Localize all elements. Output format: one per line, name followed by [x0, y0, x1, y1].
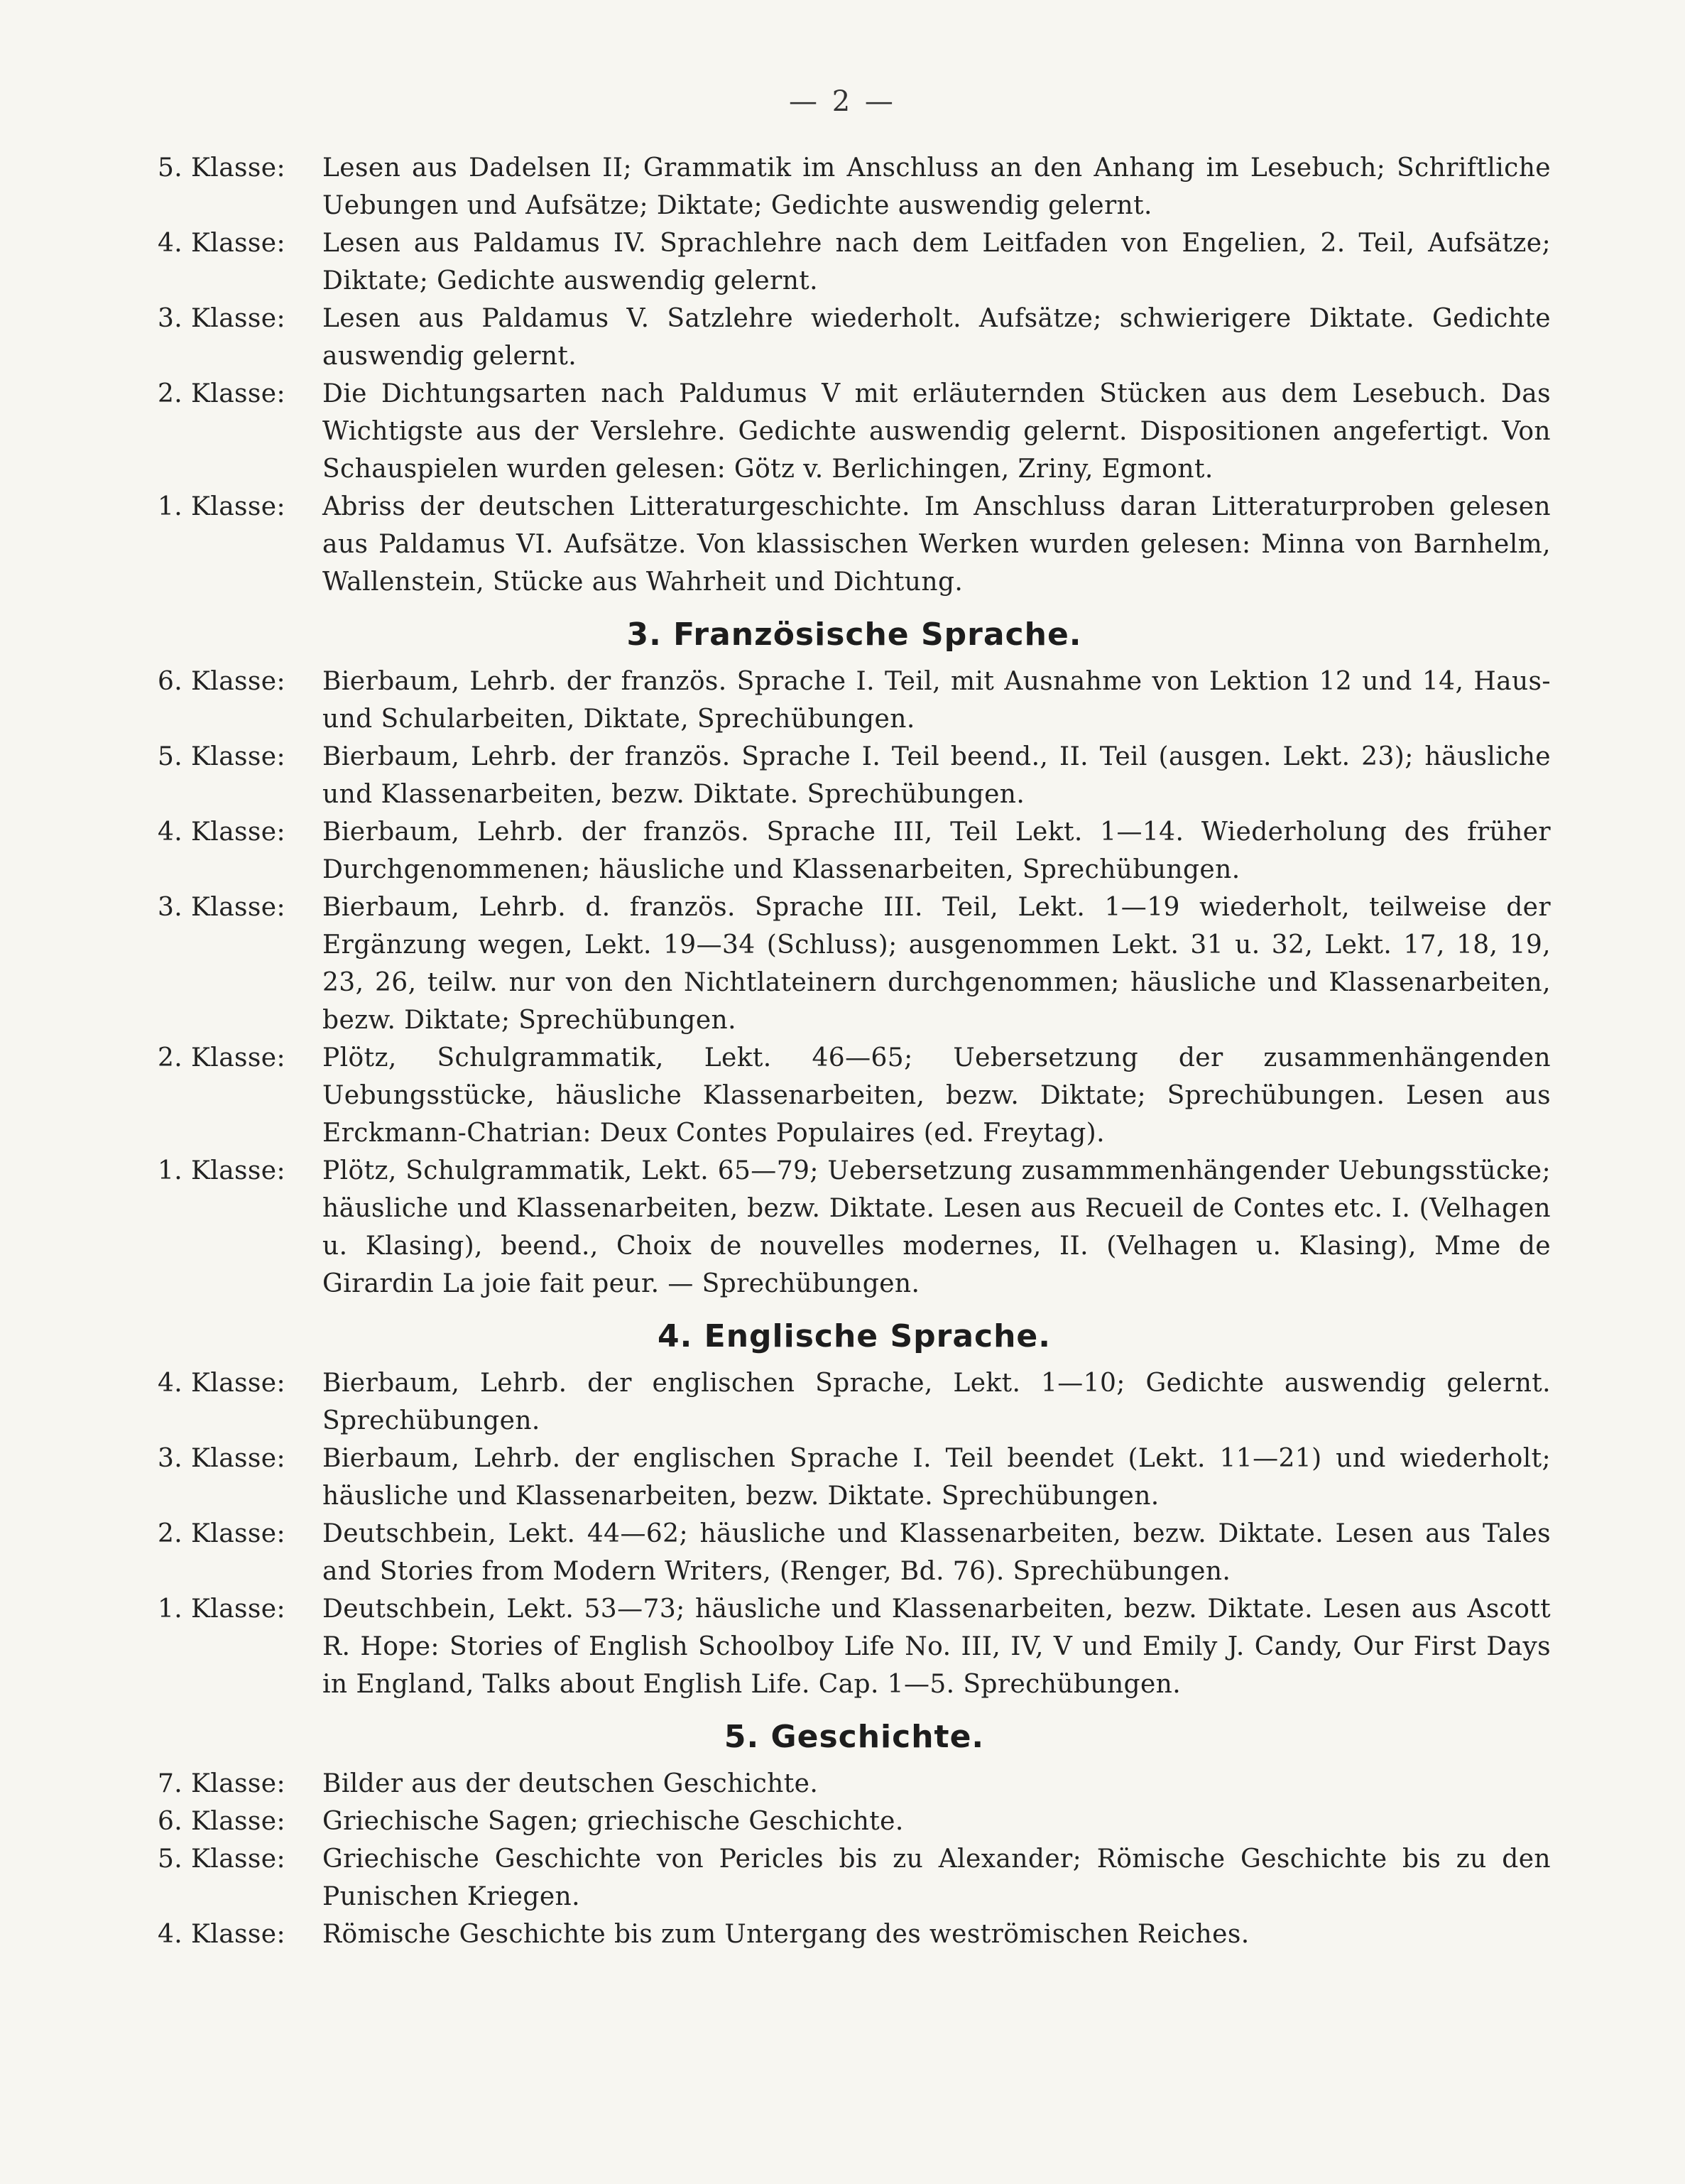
entry-text: Bierbaum, Lehrb. der englischen Sprache, Lekt. 1—10; Gedichte auswendig gelernt. Sprechübungen.: [322, 1369, 1551, 1435]
entry-text: Griechische Sagen; griechische Geschichte.: [322, 1807, 904, 1836]
entry: [158, 1440, 1551, 1515]
entry: [158, 488, 1551, 601]
entry-text: Bierbaum, Lehrb. der französ. Sprache I. Teil beend., II. Teil (ausgen. Lekt. 23); häusliche und Klassenarbeiten, bezw. Diktate. Sprechübungen.: [322, 742, 1551, 809]
entry: [158, 663, 1551, 738]
entry: [158, 1364, 1551, 1440]
entry-label: 3. Klasse:: [158, 304, 286, 333]
entry-text: Plötz, Schulgrammatik, Lekt. 65—79; Uebersetzung zusammmenhängender Uebungsstücke; häusliche und Klassenarbeiten, bezw. Diktate. Lesen aus Recueil de Contes etc. I. (Velhagen u. Klasing), beend., Choix de nouvelles modernes, II. (Velhagen u. Klasing), Mme de Girardin La joie fait peur. — Sprechübungen.: [322, 1156, 1551, 1298]
entry-label: 6. Klasse:: [158, 667, 286, 696]
section-heading: 3. Französische Sprache.: [626, 616, 1082, 653]
entry-label: 2. Klasse:: [158, 1519, 286, 1548]
entry: [158, 1590, 1551, 1703]
entry-label: 4. Klasse:: [158, 1920, 286, 1949]
entry: [158, 1765, 1551, 1803]
entry-text: Deutschbein, Lekt. 44—62; häusliche und Klassenarbeiten, bezw. Diktate. Lesen aus Tales and Stories from Modern Writers, (Renger, Bd. 76). Sprechübungen.: [322, 1519, 1551, 1586]
section-heading: 5. Geschichte.: [724, 1719, 985, 1755]
section-heading: 4. Englische Sprache.: [658, 1318, 1051, 1354]
section-englisch: [158, 1318, 1551, 1703]
entry-text: Abriss der deutschen Litteraturgeschichte. Im Anschluss daran Litteraturproben gelesen aus Paldamus VI. Aufsätze. Von klassischen Werken wurden gelesen: Minna von Barnhelm, Wallenstein, Stücke aus Wahrheit und Dichtung.: [322, 492, 1551, 597]
entry-label: 1. Klasse:: [158, 492, 286, 521]
entry: [158, 1840, 1551, 1916]
entry-label: 6. Klasse:: [158, 1807, 286, 1836]
entry-text: Plötz, Schulgrammatik, Lekt. 46—65; Uebersetzung der zusammenhängenden Uebungsstücke, häusliche Klassenarbeiten, bezw. Diktate; Sprechübungen. Lesen aus Erckmann-Chatrian: Deux Contes Populaires (ed. Freytag).: [322, 1043, 1551, 1148]
entry-text: Bierbaum, Lehrb. der englischen Sprache I. Teil beendet (Lekt. 11—21) und wiederholt; häusliche und Klassenarbeiten, bezw. Diktate. Sprechübungen.: [322, 1444, 1551, 1511]
entry-label: 1. Klasse:: [158, 1594, 286, 1624]
entry-text: Die Dichtungsarten nach Paldumus V mit erläuternden Stücken aus dem Lesebuch. Das Wichtigste aus der Verslehre. Gedichte auswendig gelernt. Dispositionen angefertigt. Von Schauspielen wurden gelesen: Götz v. Berlichingen, Zriny, Egmont.: [322, 379, 1551, 484]
entry-text: Lesen aus Paldamus IV. Sprachlehre nach dem Leitfaden von Engelien, 2. Teil, Aufsätze; Diktate; Gedichte auswendig gelernt.: [322, 229, 1551, 295]
entry-label: 2. Klasse:: [158, 1043, 286, 1072]
entry-text: Lesen aus Paldamus V. Satzlehre wiederholt. Aufsätze; schwierigere Diktate. Gedichte auswendig gelernt.: [322, 304, 1551, 371]
entry-text: Bilder aus der deutschen Geschichte.: [322, 1769, 819, 1798]
entry-text: Griechische Geschichte von Pericles bis zu Alexander; Römische Geschichte bis zu den Punischen Kriegen.: [322, 1845, 1551, 1911]
entry-text: Bierbaum, Lehrb. der französ. Sprache I. Teil, mit Ausnahme von Lektion 12 und 14, Haus- und Schularbeiten, Diktate, Sprechübungen.: [322, 667, 1551, 734]
entry: [158, 1916, 1551, 1953]
entry-label: 3. Klasse:: [158, 893, 286, 922]
entry: [158, 1515, 1551, 1590]
entry: [158, 1039, 1551, 1152]
entry-label: 4. Klasse:: [158, 229, 286, 258]
entry: [158, 1803, 1551, 1840]
page-content: [158, 149, 1551, 1953]
entry-label: 2. Klasse:: [158, 379, 286, 408]
entry-text: Lesen aus Dadelsen II; Grammatik im Anschluss an den Anhang im Lesebuch; Schriftliche Uebungen und Aufsätze; Diktate; Gedichte auswendig gelernt.: [322, 153, 1551, 220]
entry-text: Bierbaum, Lehrb. der französ. Sprache III, Teil Lekt. 1—14. Wiederholung des früher Durchgenommenen; häusliche und Klassenarbeiten, Sprechübungen.: [322, 817, 1551, 884]
section-deutsch-continuation: [158, 149, 1551, 601]
section-geschichte: [158, 1719, 1551, 1953]
entry-text: Römische Geschichte bis zum Untergang des weströmischen Reiches.: [322, 1920, 1250, 1949]
entry: [158, 224, 1551, 300]
entry-label: 7. Klasse:: [158, 1769, 286, 1798]
entry-label: 5. Klasse:: [158, 153, 286, 183]
page-number: — 2 —: [789, 85, 896, 118]
entry: [158, 300, 1551, 375]
entry-text: Deutschbein, Lekt. 53—73; häusliche und Klassenarbeiten, bezw. Diktate. Lesen aus Ascott R. Hope: Stories of English Schoolboy Life No. III, IV, V und Emily J. Candy, Our First Days in England, Talks about English Life. Cap. 1—5. Sprechübungen.: [322, 1594, 1551, 1699]
entry-label: 4. Klasse:: [158, 817, 286, 847]
entry-label: 4. Klasse:: [158, 1369, 286, 1398]
entry-label: 1. Klasse:: [158, 1156, 286, 1185]
section-franzoesisch: [158, 616, 1551, 1303]
entry: [158, 813, 1551, 889]
entry-text: Bierbaum, Lehrb. d. französ. Sprache III. Teil, Lekt. 1—19 wiederholt, teilweise der Ergänzung wegen, Lekt. 19—34 (Schluss); ausgenommen Lekt. 31 u. 32, Lekt. 17, 18, 19, 23, 26, teilw. nur von den Nichtlateinern durchgenommen; häusliche und Klassenarbeiten, bezw. Diktate; Sprechübungen.: [322, 893, 1551, 1035]
entry: [158, 889, 1551, 1039]
entry: [158, 738, 1551, 813]
entry-label: 5. Klasse:: [158, 742, 286, 771]
entry-label: 3. Klasse:: [158, 1444, 286, 1473]
entry: [158, 375, 1551, 488]
entry-label: 5. Klasse:: [158, 1845, 286, 1874]
entry: [158, 149, 1551, 224]
entry: [158, 1152, 1551, 1303]
